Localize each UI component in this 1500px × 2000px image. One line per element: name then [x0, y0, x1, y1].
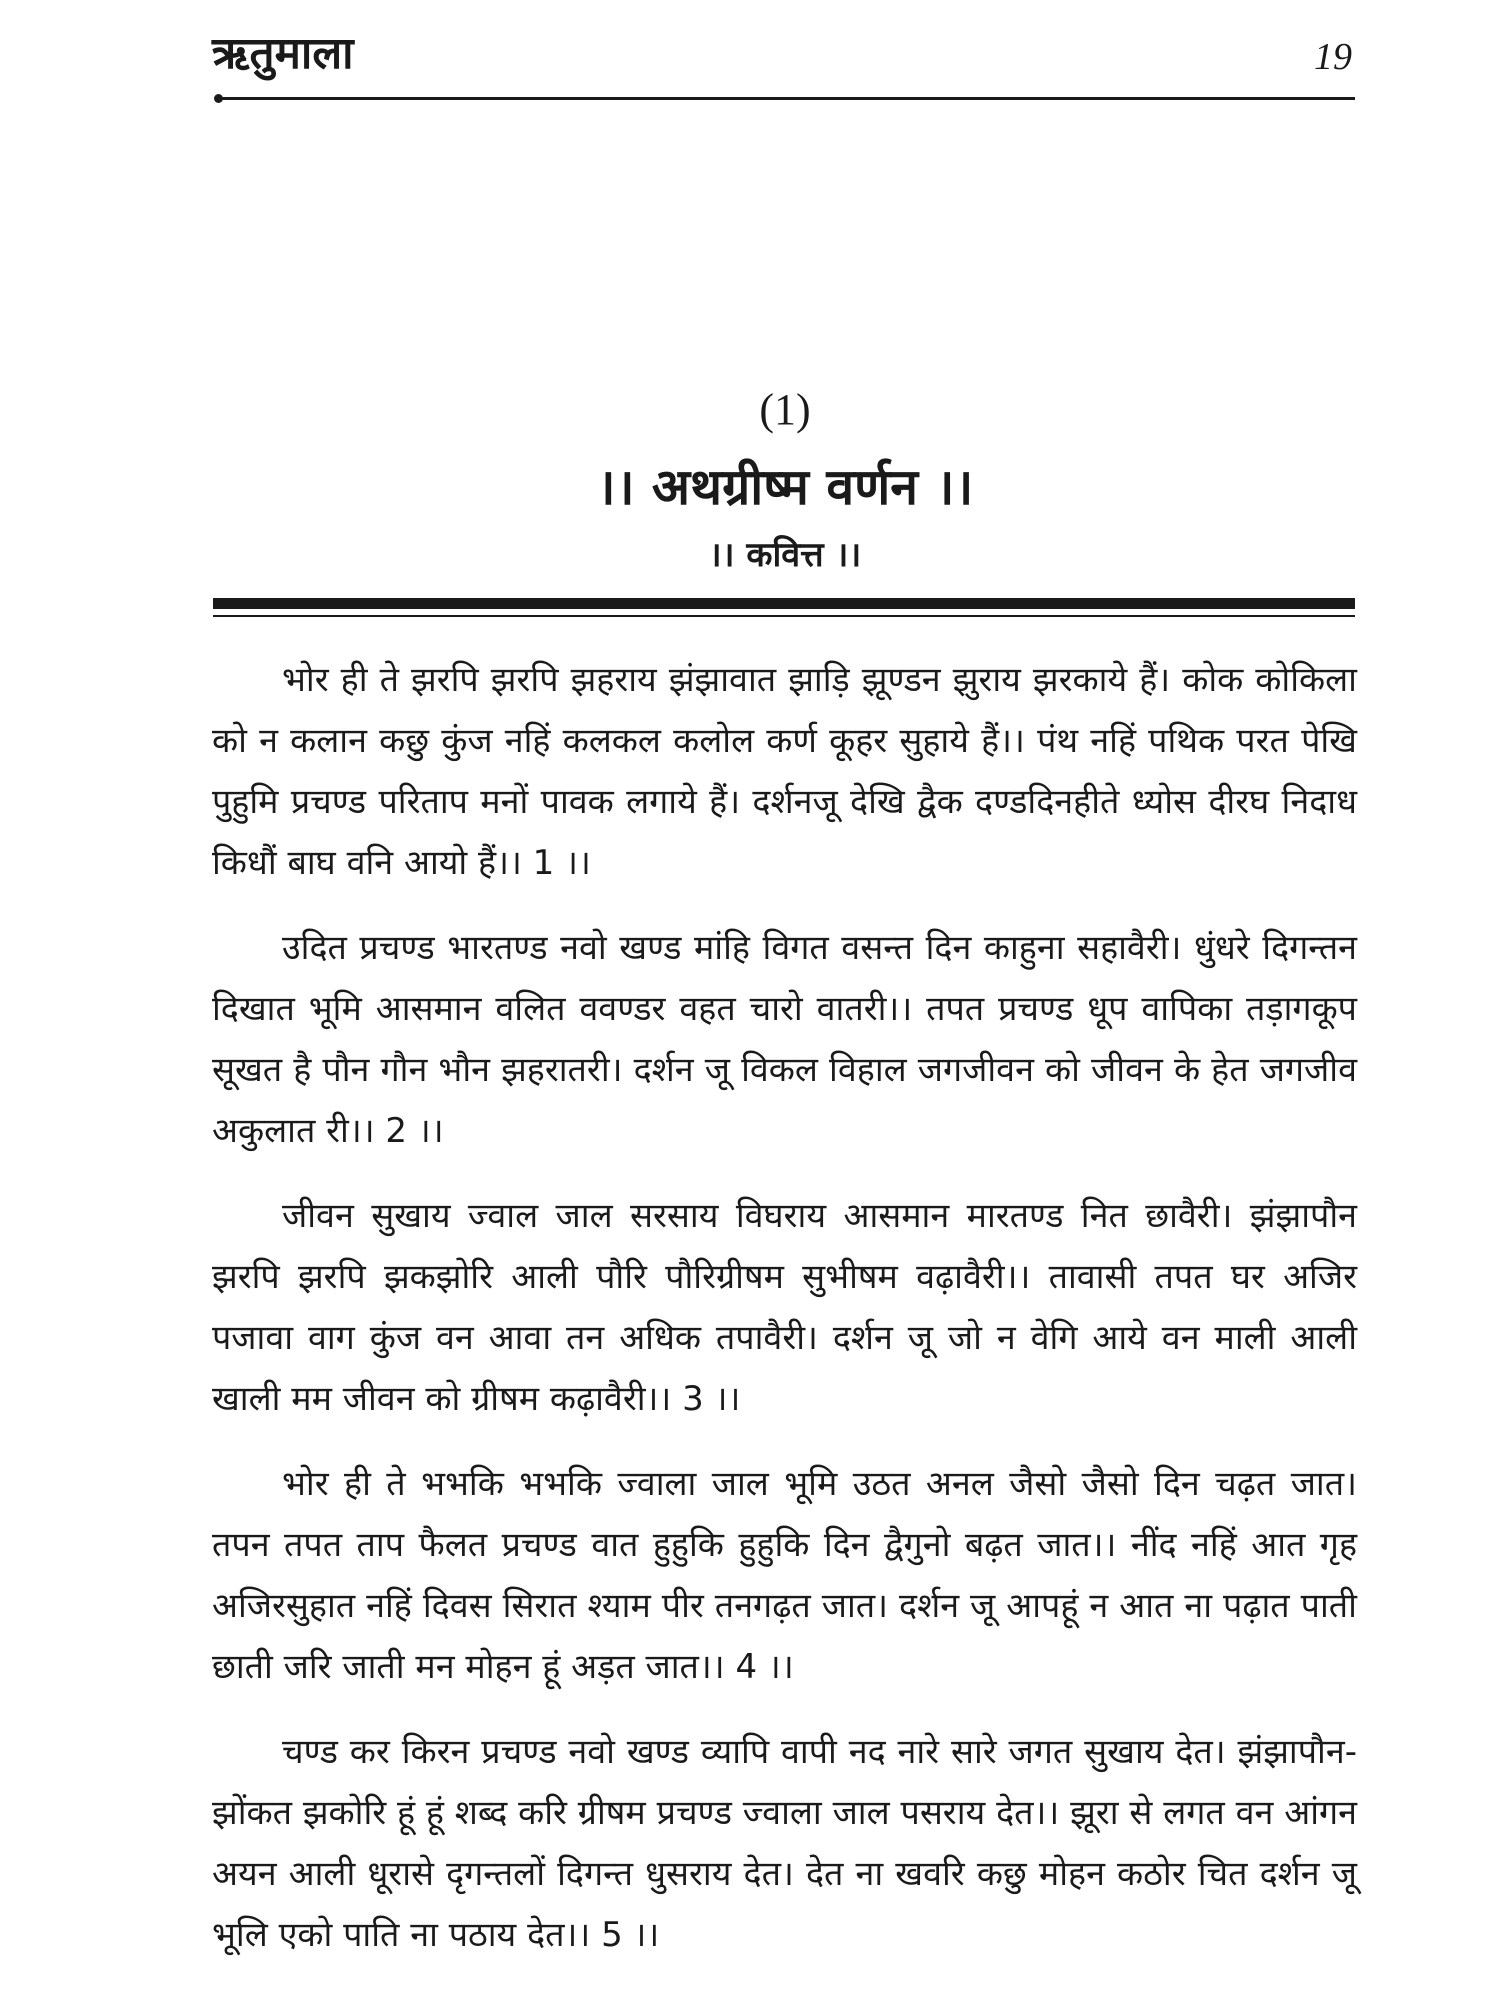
section-divider-thick: [213, 598, 1355, 609]
header-rule: [220, 97, 1355, 100]
verse-5: चण्ड कर किरन प्रचण्ड नवो खण्ड व्यापि वापी नद नारे सारे जगत सुखाय देत। झंझापौन-झोंकत झकोरि हूं हूं शब्द करि ग्रीषम प्रचण्ड ज्वाला जाल पसराय देत।। झूरा से लगत वन आंगन अयन आली धूरासे दृगन्तलों दिगन्त धुसराय देत। देत ना खवरि कछु मोहन कठोर चित दर्शन जू भूलि एको पाति ना पठाय देत।। 5 ।।: [212, 1732, 1357, 1955]
verse-list: [212, 650, 1357, 1990]
verse-4: भोर ही ते भभकि भभकि ज्वाला जाल भूमि उठत अनल जैसो जैसो दिन चढ़त जात। तपन तपत ताप फैलत प्रचण्ड वात हुहुकि हुहुकि दिन द्वैगुनो बढ़त जात।। नींद नहिं आत गृह अजिरसुहात नहिं दिवस सिरात श्याम पीर तनगढ़त जात। दर्शन जू आपहूं न आत ना पढ़ात पाती छाती जरि जाती मन मोहन हूं अड़त जात।। 4 ।।: [212, 1464, 1357, 1687]
running-header-title: ऋतुमाला: [212, 28, 354, 79]
section-number: (1): [759, 385, 811, 434]
verse-1: भोर ही ते झरपि झरपि झहराय झंझावात झाड़ि झूण्डन झुराय झरकाये हैं। कोक कोकिला को न कलान कछु कुंज नहिं कलकल कलोल कर्ण कूहर सुहाये हैं।। पंथ नहिं पथिक परत पेखि पुहुमि प्रचण्ड परिताप मनों पावक लगाये हैं। दर्शनजू देखि द्वैक दण्डदिनहीते ध्योस दीरघ निदाध किधौं बाघ वनि आयो हैं।। 1 ।।: [212, 660, 1357, 883]
verse-3: जीवन सुखाय ज्वाल जाल सरसाय विघराय आसमान मारतण्ड नित छावैरी। झंझापौन झरपि झरपि झकझोरि आली पौरि पौरिग्रीषम सुभीषम वढ़ावैरी।। तावासी तपत घर अजिर पजावा वाग कुंज वन आवा तन अधिक तपावैरी। दर्शन जू जो न वेगि आये वन माली आली खाली मम जीवन को ग्रीषम कढ़ावैरी।। 3 ।।: [212, 1196, 1357, 1419]
section-title: ।। अथग्रीष्म वर्णन ।।: [596, 458, 974, 516]
page-number: 19: [1314, 36, 1352, 78]
verse-2: उदित प्रचण्ड भारतण्ड नवो खण्ड मांहि विगत वसन्त दिन काहुना सहावैरी। धुंधरे दिगन्तन दिखात भूमि आसमान वलित ववण्डर वहत चारो वातरी।। तपत प्रचण्ड धूप वापिका तड़ागकूप सूखत है पौन गौन भौन झहरातरी। दर्शन जू विकल विहाल जगजीवन को जीवन के हेत जगजीव अकुलात री।। 2 ।।: [212, 928, 1357, 1151]
section-subtitle: ।। कवित्त ।।: [708, 535, 862, 575]
section-divider-thin: [213, 615, 1355, 617]
